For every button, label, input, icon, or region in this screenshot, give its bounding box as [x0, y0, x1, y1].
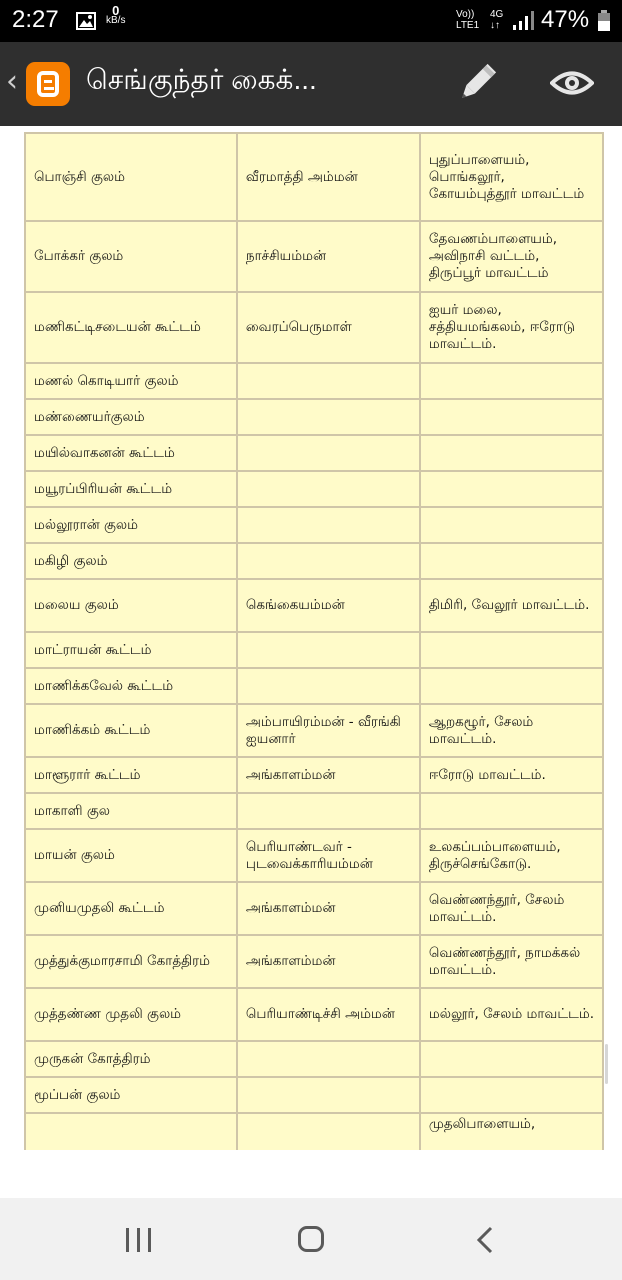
table-row	[25, 292, 603, 363]
table-cell-kulam: முருகன் கோத்திரம்	[25, 1041, 237, 1077]
table-cell-deity	[237, 632, 420, 668]
table-row	[25, 1077, 603, 1113]
table-cell-deity	[237, 543, 420, 579]
table-row	[25, 882, 603, 935]
battery-icon	[597, 10, 611, 36]
table-row	[25, 757, 603, 793]
battery-percent: 47%	[541, 6, 590, 33]
table-cell-deity: அங்காளம்மன்	[237, 882, 420, 935]
eye-icon[interactable]	[550, 68, 594, 102]
table-cell-deity: அங்காளம்மன்	[237, 935, 420, 988]
network-label	[456, 9, 479, 31]
data-rate	[106, 3, 126, 26]
table-row	[25, 1041, 603, 1077]
table-cell-kulam: மாளூரார் கூட்டம்	[25, 757, 237, 793]
table-cell-deity: பெரியாண்டவர் - புடவைக்காரியம்மன்	[237, 829, 420, 882]
table-cell-kulam: மல்லூரான் குலம்	[25, 507, 237, 543]
table-row	[25, 543, 603, 579]
table-cell-kulam: பொஞ்சி குலம்	[25, 133, 237, 221]
table-row	[25, 668, 603, 704]
table-cell-kulam: மணல் கொடியார் குலம்	[25, 363, 237, 399]
table-cell-place	[420, 435, 603, 471]
table-cell-deity: பெரியாண்டிச்சி அம்மன்	[237, 988, 420, 1041]
table-cell-place: ஆறகழூர், சேலம் மாவட்டம்.	[420, 704, 603, 757]
network-gen	[490, 9, 503, 31]
table-cell-deity	[237, 1041, 420, 1077]
back-icon[interactable]	[476, 1226, 494, 1258]
table-cell-place	[420, 793, 603, 829]
table-cell-place: உலகப்பம்பாளையம், திருச்செங்கோடு.	[420, 829, 603, 882]
table-row	[25, 507, 603, 543]
table-row	[25, 829, 603, 882]
page-title: செங்குந்தர் கைக்...	[86, 64, 317, 95]
table-cell-kulam: மகிழி குலம்	[25, 543, 237, 579]
table-cell-kulam: முத்தண்ண முதலி குலம்	[25, 988, 237, 1041]
status-bar	[0, 0, 622, 42]
table-cell-deity	[237, 363, 420, 399]
table-row	[25, 1113, 603, 1150]
table-cell-place: ஈரோடு மாவட்டம்.	[420, 757, 603, 793]
table-cell-place: வெண்ணந்தூர், நாமக்கல் மாவட்டம்.	[420, 935, 603, 988]
table-cell-place	[420, 471, 603, 507]
table-cell-place: முதலிபாளையம்,	[420, 1113, 603, 1150]
table-cell-place	[420, 399, 603, 435]
table-row	[25, 579, 603, 632]
table-cell-place	[420, 1077, 603, 1113]
table-cell-kulam: மாணிக்கவேல் கூட்டம்	[25, 668, 237, 704]
table-row	[25, 793, 603, 829]
table-row	[25, 435, 603, 471]
table-cell-place	[420, 632, 603, 668]
table-cell-place	[420, 543, 603, 579]
table-cell-kulam: மாணிக்கம் கூட்டம்	[25, 704, 237, 757]
table-cell-place: ஐயர் மலை, சத்தியமங்கலம், ஈரோடு மாவட்டம்.	[420, 292, 603, 363]
scrollbar[interactable]	[605, 1044, 608, 1084]
table-cell-kulam: மண்ணையர்குலம்	[25, 399, 237, 435]
table-cell-place: வெண்ணந்தூர், சேலம் மாவட்டம்.	[420, 882, 603, 935]
table-cell-deity	[237, 435, 420, 471]
table-cell-deity	[237, 471, 420, 507]
table-cell-kulam: மாயன் குலம்	[25, 829, 237, 882]
table-cell-kulam: முத்துக்குமாரசாமி கோத்திரம்	[25, 935, 237, 988]
data-rate-unit: kB/s	[106, 15, 126, 26]
table-row	[25, 988, 603, 1041]
post-content[interactable]	[0, 126, 622, 1150]
lte-label: LTE1	[456, 20, 480, 31]
network-arrows: ↓↑	[490, 20, 500, 31]
table-cell-place: புதுப்பாளையம், பொங்கலூர், கோயம்புத்தூர் மாவட்டம்	[420, 133, 603, 221]
gotra-table	[24, 132, 604, 1150]
table-cell-place	[420, 1041, 603, 1077]
table-row	[25, 704, 603, 757]
home-icon[interactable]	[298, 1226, 324, 1252]
network-gen-label: 4G	[490, 9, 504, 20]
app-bar	[0, 42, 622, 126]
table-cell-place	[420, 668, 603, 704]
table-cell-deity	[237, 1077, 420, 1113]
table-cell-place: தேவணம்பாளையம், அவிநாசி வட்டம், திருப்பூர் மாவட்டம்	[420, 221, 603, 292]
table-cell-place	[420, 363, 603, 399]
table-cell-deity: நாச்சியம்மன்	[237, 221, 420, 292]
table-cell-deity: வீரமாத்தி அம்மன்	[237, 133, 420, 221]
table-cell-kulam: மூப்பன் குலம்	[25, 1077, 237, 1113]
table-cell-kulam: மணிகட்டிசடையன் கூட்டம்	[25, 292, 237, 363]
table-cell-kulam: மாட்ராயன் கூட்டம்	[25, 632, 237, 668]
table-cell-place: திமிரி, வேலூர் மாவட்டம்.	[420, 579, 603, 632]
data-rate-value: 0	[112, 3, 120, 18]
navigation-bar	[0, 1198, 622, 1280]
content-bottom-gap	[0, 1150, 622, 1198]
table-row	[25, 399, 603, 435]
table-cell-kulam: முனியமுதலி கூட்டம்	[25, 882, 237, 935]
table-cell-kulam: மலைய குலம்	[25, 579, 237, 632]
table-row	[25, 133, 603, 221]
table-cell-deity: அம்பாயிரம்மன் - வீரங்கி ஐயனார்	[237, 704, 420, 757]
pencil-icon[interactable]	[454, 60, 500, 110]
table-cell-kulam: மாகாளி குல	[25, 793, 237, 829]
blogger-logo[interactable]	[26, 62, 70, 106]
table-cell-kulam	[25, 1113, 237, 1150]
table-cell-deity	[237, 1113, 420, 1150]
back-arrow-icon[interactable]: ‹	[6, 64, 18, 99]
table-cell-deity	[237, 399, 420, 435]
table-row	[25, 471, 603, 507]
table-cell-place: மல்லூர், சேலம் மாவட்டம்.	[420, 988, 603, 1041]
image-icon	[76, 12, 96, 34]
table-cell-deity: வைரப்பெருமாள்	[237, 292, 420, 363]
table-row	[25, 935, 603, 988]
table-cell-kulam: மயில்வாகனன் கூட்டம்	[25, 435, 237, 471]
table-cell-deity	[237, 507, 420, 543]
volte-label: Vo))	[456, 9, 475, 20]
status-time: 2:27	[12, 6, 59, 33]
table-row	[25, 363, 603, 399]
recent-apps-icon[interactable]	[126, 1228, 152, 1256]
table-cell-kulam: போக்கர் குலம்	[25, 221, 237, 292]
signal-icon	[512, 11, 534, 35]
table-row	[25, 632, 603, 668]
table-cell-deity: அங்காளம்மன்	[237, 757, 420, 793]
table-cell-deity: கெங்கையம்மன்	[237, 579, 420, 632]
table-cell-kulam: மயூரப்பிரியன் கூட்டம்	[25, 471, 237, 507]
table-cell-deity	[237, 668, 420, 704]
table-cell-deity	[237, 793, 420, 829]
table-cell-place	[420, 507, 603, 543]
table-row	[25, 221, 603, 292]
